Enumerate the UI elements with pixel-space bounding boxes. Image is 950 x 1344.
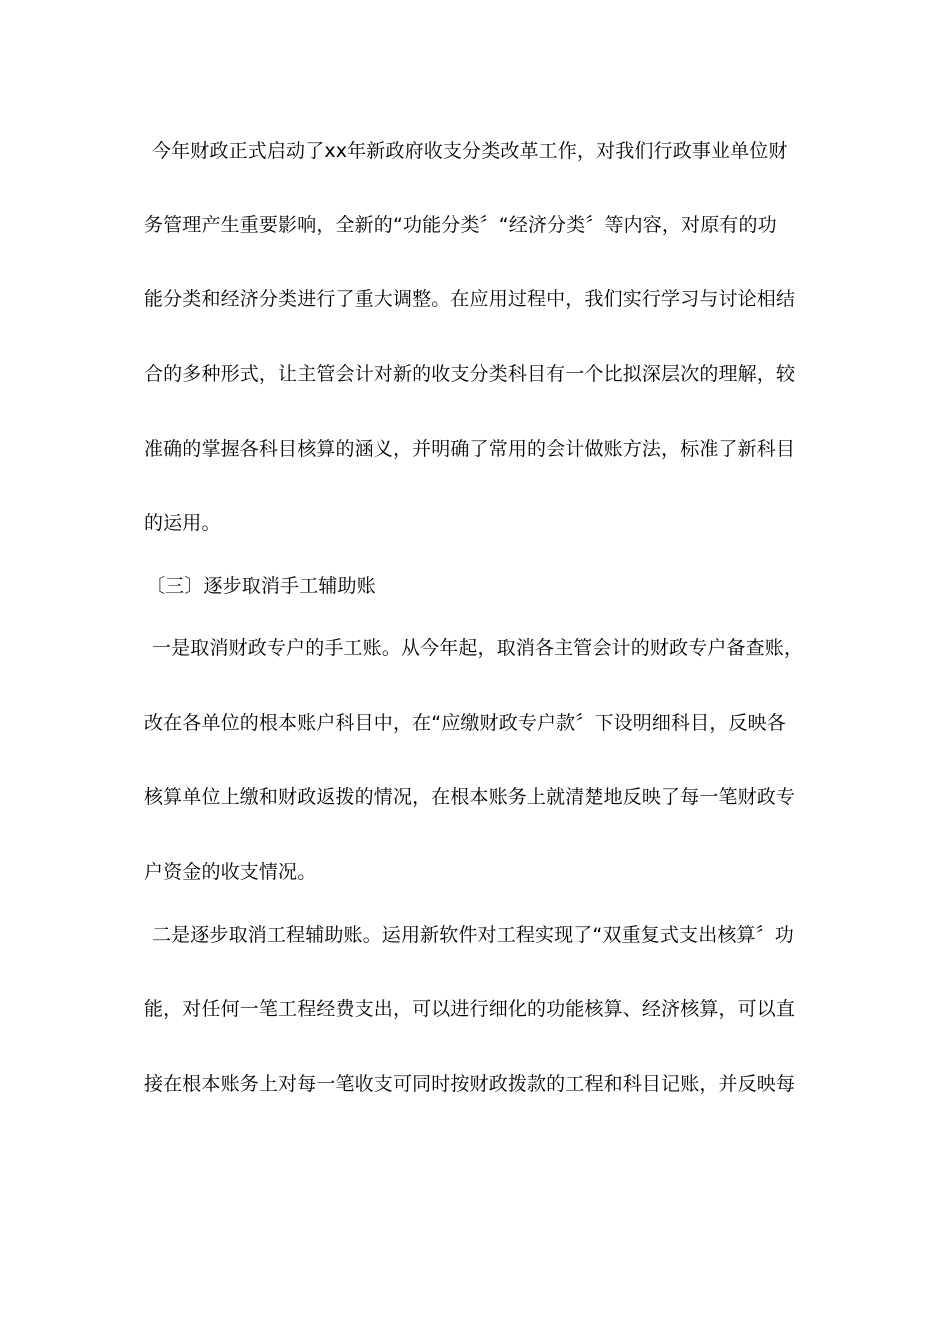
- paragraph-3-line-3: 接在根本账务上对每一笔收支可同时按财政拨款的工程和科目记账，并反映每: [144, 1073, 796, 1095]
- paragraph-2-line-3: 核算单位上缴和财政返拨的情况，在根本账务上就清楚地反映了每一笔财政专: [144, 786, 796, 808]
- paragraph-2-line-2: 改在各单位的根本账户科目中，在“应缴财政专户款〞下设明细科目，反映各: [144, 712, 786, 734]
- paragraph-1-line-2: 务管理产生重要影响，全新的“功能分类〞“经济分类〞等内容，对原有的功: [144, 214, 777, 236]
- paragraph-1-line-5: 准确的掌握各科目核算的涵义，并明确了常用的会计做账方法，标准了新科目: [144, 438, 796, 460]
- paragraph-3-line-1: 二是逐步取消工程辅助账。运用新软件对工程实现了“双重复式支出核算〞功: [152, 924, 794, 946]
- paragraph-2-line-1: 一是取消财政专户的手工账。从今年起，取消各主管会计的财政专户备查账，: [152, 637, 804, 659]
- paragraph-1-line-3: 能分类和经济分类进行了重大调整。在应用过程中，我们实行学习与讨论相结: [144, 288, 796, 310]
- paragraph-1-line-4: 合的多种形式，让主管会计对新的收支分类科目有一个比拟深层次的理解，较: [144, 363, 796, 385]
- paragraph-2-line-4: 户资金的收支情况。: [144, 861, 317, 883]
- paragraph-1-line-6: 的运用。: [144, 512, 221, 534]
- section-heading: 〔三〕逐步取消手工辅助账: [146, 575, 376, 597]
- paragraph-1-line-1: 今年财政正式启动了xx年新政府收支分类改革工作，对我们行政事业单位财: [152, 140, 788, 162]
- paragraph-3-line-2: 能，对任何一笔工程经费支出，可以进行细化的功能核算、经济核算，可以直: [144, 998, 796, 1020]
